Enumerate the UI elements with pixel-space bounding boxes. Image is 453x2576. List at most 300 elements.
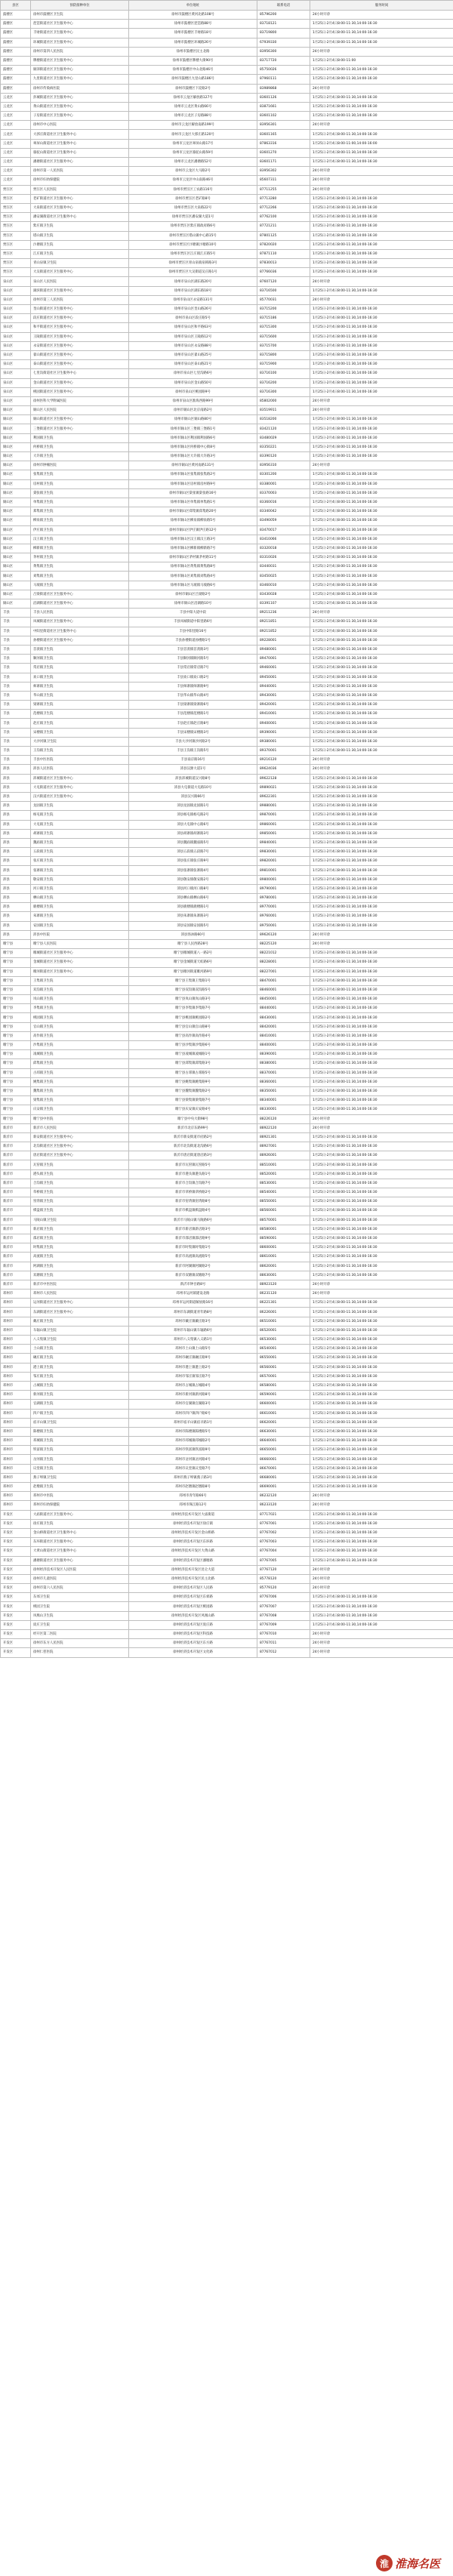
cell-unit: 车辐山镇卫生院 bbox=[31, 1326, 129, 1335]
cell-phone: 83460010 bbox=[257, 581, 310, 590]
table-row bbox=[1, 737, 453, 746]
cell-district: 贾汪区 bbox=[1, 259, 31, 268]
cell-unit: 潘安湖街道社区卫生服务中心 bbox=[31, 213, 129, 222]
cell-district: 邳州市 bbox=[1, 1418, 31, 1427]
cell-phone: 89820001 bbox=[257, 857, 310, 866]
cell-district: 沛县 bbox=[1, 765, 31, 774]
cell-address: 丰县顺河镇顺河路5号 bbox=[129, 655, 257, 664]
cell-address: 沛县杨屯镇杨屯路2号 bbox=[129, 811, 257, 820]
table-row bbox=[1, 599, 453, 609]
cell-unit: 唐店街道社区卫生服务中心 bbox=[31, 1151, 129, 1160]
cell-unit: 五段镇卫生院 bbox=[31, 848, 129, 857]
cell-unit: 潘塘街道社区卫生服务中心 bbox=[31, 158, 129, 167]
cell-phone: 88922120 bbox=[257, 1123, 310, 1132]
cell-address: 徐州市铜山区单集镇单集路1号 bbox=[129, 498, 257, 507]
cell-address: 徐州经济技术开发区桃园路 bbox=[129, 1602, 257, 1611]
cell-phone: 83715900 bbox=[257, 360, 310, 369]
cell-unit: 大屯镇卫生院 bbox=[31, 820, 129, 829]
cell-phone: 87767011 bbox=[257, 1639, 310, 1648]
cell-address: 徐州市云龙区大马路2号 bbox=[129, 167, 257, 176]
table-row bbox=[1, 857, 453, 866]
cell-district: 睢宁县 bbox=[1, 995, 31, 1004]
cell-hours: 1月25日-2月4日8:00-11:30,14:00-16:30 bbox=[310, 985, 453, 994]
cell-unit: 沙集镇卫生院 bbox=[31, 1041, 129, 1050]
cell-address: 徐州市铜山区伊庄镇伊庄路12号 bbox=[129, 525, 257, 535]
cell-district: 邳州市 bbox=[1, 1391, 31, 1400]
cell-unit: 赵庄镇卫生院 bbox=[31, 719, 129, 728]
cell-phone: 87762100 bbox=[257, 213, 310, 222]
cell-phone: 89430001 bbox=[257, 691, 310, 700]
cell-address: 徐州市铜山区汉王镇汉王路3号 bbox=[129, 535, 257, 544]
cell-district: 铜山区 bbox=[1, 498, 31, 507]
cell-hours: 1月25日-2月4日8:00-11:30,14:00-16:30 bbox=[310, 222, 453, 231]
cell-unit: 桃园卫生院 bbox=[31, 1602, 129, 1611]
cell-phone: 87830013 bbox=[257, 259, 310, 268]
cell-address: 邳州市土山镇土山路5号 bbox=[129, 1345, 257, 1354]
table-row bbox=[1, 1197, 453, 1206]
cell-unit: 骆驼山街道社区卫生服务中心 bbox=[31, 148, 129, 157]
cell-hours: 1月25日-2月4日8:00-11:30,14:00-16:30 bbox=[310, 581, 453, 590]
cell-unit: 丰县中医医院 bbox=[31, 756, 129, 765]
cell-district: 丰县 bbox=[1, 636, 31, 645]
cell-phone: 89890021 bbox=[257, 783, 310, 792]
cell-phone: 87767001 bbox=[257, 1519, 310, 1528]
cell-address: 丰县宋楼镇宋楼路3号 bbox=[129, 728, 257, 737]
cell-hours: 1月25日-2月4日8:00-11:30,14:00-16:30 bbox=[310, 829, 453, 838]
cell-hours: 1月25日-2月4日8:00-11:30,14:00-16:30 bbox=[310, 360, 453, 369]
cell-hours: 1月25日-2月4日8:00-11:30,14:00-16:30 bbox=[310, 507, 453, 516]
cell-district: 新沂市 bbox=[1, 1197, 31, 1206]
table-row bbox=[1, 1538, 453, 1547]
table-row bbox=[1, 903, 453, 912]
cell-hours: 1月25日-2月4日8:00-11:30,14:00-16:30 bbox=[310, 884, 453, 893]
table-row bbox=[1, 976, 453, 985]
cell-unit: 徐州市第六人民医院 bbox=[31, 1584, 129, 1593]
table-row bbox=[1, 792, 453, 801]
cell-address: 新沂市钟吾路8号 bbox=[129, 1280, 257, 1289]
table-row bbox=[1, 1326, 453, 1335]
table-row bbox=[1, 590, 453, 599]
table-row bbox=[1, 158, 453, 167]
cell-phone: 85802000 bbox=[257, 396, 310, 405]
cell-hours: 1月25日-2月4日8:00-11:30,14:00-16:30 bbox=[310, 75, 453, 84]
cell-unit: 大庙街道社区卫生服务中心 bbox=[31, 1510, 129, 1519]
cell-address: 新沂市唐店街道唐店路3号 bbox=[129, 1151, 257, 1160]
cell-phone: 89624036 bbox=[257, 765, 310, 774]
cell-unit: 龙固镇卫生院 bbox=[31, 802, 129, 811]
cell-address: 邳州市官湖镇官湖路3号 bbox=[129, 1400, 257, 1409]
cell-address: 徐州市贾汪区老矿路8号 bbox=[129, 194, 257, 203]
table-row bbox=[1, 664, 453, 673]
cell-address: 沛县大屯街道大屯路10号 bbox=[129, 783, 257, 792]
cell-unit: 单集镇卫生院 bbox=[31, 498, 129, 507]
cell-address: 徐州市泉山区金山路50号 bbox=[129, 378, 257, 387]
cell-phone: 83340042 bbox=[257, 507, 310, 516]
cell-district: 泉山区 bbox=[1, 305, 31, 314]
cell-address: 徐州市铜山区茅村镇茅村路11号 bbox=[129, 553, 257, 562]
table-row bbox=[1, 323, 453, 332]
cell-phone: 88350001 bbox=[257, 1086, 310, 1095]
cell-phone: 89410001 bbox=[257, 710, 310, 719]
cell-hours: 1月25日-2月4日8:00-11:30,14:00-16:30 bbox=[310, 1197, 453, 1206]
cell-district: 邳州市 bbox=[1, 1372, 31, 1381]
cell-district: 泉山区 bbox=[1, 314, 31, 323]
cell-unit: 金山桥街道社区卫生服务中心 bbox=[31, 1528, 129, 1537]
cell-district: 铜山区 bbox=[1, 599, 31, 609]
cell-address: 睢宁县睢河街道睢河路9号 bbox=[129, 967, 257, 976]
cell-phone: 88460001 bbox=[257, 985, 310, 994]
cell-address: 徐州市贾汪区青山泉镇泉韩路3号 bbox=[129, 259, 257, 268]
cell-unit: 姚集镇卫生院 bbox=[31, 1077, 129, 1086]
cell-phone: 86660001 bbox=[257, 1455, 310, 1464]
cell-district: 鼓楼区 bbox=[1, 47, 31, 56]
cell-hours: 1月25日-2月4日8:00-11:30,14:00-16:30 bbox=[310, 1446, 453, 1455]
cell-phone: 86690001 bbox=[257, 1483, 310, 1492]
table-row bbox=[1, 1363, 453, 1372]
cell-hours: 24小时开诊 bbox=[310, 461, 453, 470]
cell-unit: 邳城镇卫生院 bbox=[31, 1437, 129, 1446]
cell-phone: 86630001 bbox=[257, 1427, 310, 1436]
cell-unit: 常店镇卫生院 bbox=[31, 664, 129, 673]
cell-phone: 83716500 bbox=[257, 286, 310, 295]
cell-address: 徐州市铜山区黄河南路131号 bbox=[129, 461, 257, 470]
cell-address: 睢宁县金城街道天虹路6号 bbox=[129, 958, 257, 967]
cell-phone: 89228001 bbox=[257, 636, 310, 645]
cell-address: 新沂市阿湖镇阿湖路2号 bbox=[129, 1262, 257, 1271]
cell-unit: 潘塘街道社区卫生服务中心 bbox=[31, 1556, 129, 1565]
table-row bbox=[1, 1050, 453, 1059]
cell-hours: 1月25日-2月4日8:00-11:30,14:00-16:30 bbox=[310, 967, 453, 976]
cell-district: 邳州市 bbox=[1, 1483, 31, 1492]
cell-unit: 翠屏山街道社区卫生服务中心 bbox=[31, 139, 129, 148]
cell-hours: 1月25日-2月4日8:00-11:30,14:00-16:30 bbox=[310, 1068, 453, 1077]
cell-address: 邳州市新河镇新河路8号 bbox=[129, 1391, 257, 1400]
cell-unit: 庆安镇卫生院 bbox=[31, 1105, 129, 1114]
cell-unit: 顺河镇卫生院 bbox=[31, 655, 129, 664]
cell-hours: 1月25日-2月4日8:00-11:30,14:00-16:30 bbox=[310, 1473, 453, 1482]
table-row bbox=[1, 710, 453, 719]
cell-district: 开发区 bbox=[1, 1620, 31, 1629]
table-row bbox=[1, 1041, 453, 1050]
watermark bbox=[376, 2553, 448, 2573]
table-row bbox=[1, 1188, 453, 1197]
cell-unit: 徐州市第三人民医院 bbox=[31, 295, 129, 304]
cell-address: 徐州市铜山区利国镇利国路6号 bbox=[129, 433, 257, 442]
cell-phone: 83430028 bbox=[257, 590, 310, 599]
cell-hours: 1月25日-2月4日8:00-11:30,14:00-16:30 bbox=[310, 1409, 453, 1418]
cell-district: 新沂市 bbox=[1, 1243, 31, 1253]
cell-district: 铜山区 bbox=[1, 590, 31, 599]
table-row bbox=[1, 1059, 453, 1068]
cell-unit: 占城镇卫生院 bbox=[31, 1381, 129, 1390]
cell-unit: 沿湖街道社区卫生服务中心 bbox=[31, 599, 129, 609]
cell-unit: 大沙河镇卫生院 bbox=[31, 737, 129, 746]
table-row bbox=[1, 1271, 453, 1280]
table-row bbox=[1, 1345, 453, 1354]
table-row bbox=[1, 424, 453, 433]
cell-district: 丰县 bbox=[1, 701, 31, 710]
cell-district: 贾汪区 bbox=[1, 194, 31, 203]
cell-district: 邳州市 bbox=[1, 1381, 31, 1390]
cell-address: 丰县范楼镇范楼路1号 bbox=[129, 710, 257, 719]
cell-address: 徐州市泉山区淮海西路99号 bbox=[129, 396, 257, 405]
cell-phone: 83601126 bbox=[257, 93, 310, 102]
cell-hours: 1月25日-2月4日8:00-11:30,14:00-16:30 bbox=[310, 1077, 453, 1086]
cell-address: 徐州经济技术开发区东方路 bbox=[129, 1639, 257, 1648]
cell-address: 邳州市占城镇占城路4号 bbox=[129, 1381, 257, 1390]
cell-address: 徐州市铜山区沿湖路10号 bbox=[129, 599, 257, 609]
cell-phone: 89400001 bbox=[257, 719, 310, 728]
cell-address: 徐州经济技术开发区徐庄镇 bbox=[129, 1519, 257, 1528]
cell-district: 丰县 bbox=[1, 645, 31, 654]
cell-hours: 1月25日-2月4日8:00-11:30,14:00-16:30 bbox=[310, 415, 453, 424]
cell-phone: 83350221 bbox=[257, 442, 310, 451]
table-row bbox=[1, 1565, 453, 1574]
cell-unit: 汉王镇卫生院 bbox=[31, 535, 129, 544]
table-row bbox=[1, 1031, 453, 1040]
cell-hours: 24小时开诊 bbox=[310, 406, 453, 415]
table-row bbox=[1, 84, 453, 93]
cell-address: 徐州市云龙区解放路127号 bbox=[129, 93, 257, 102]
cell-phone: 85770031 bbox=[257, 295, 310, 304]
cell-address: 邳州市戴庄镇戴庄路3号 bbox=[129, 1317, 257, 1326]
cell-district: 云龙区 bbox=[1, 176, 31, 185]
table-row bbox=[1, 1611, 453, 1620]
cell-hours: 1月25日-2月4日8:00-11:30,14:00-16:30 bbox=[310, 995, 453, 1004]
cell-district: 贾汪区 bbox=[1, 203, 31, 212]
cell-unit: 老矿街道社区卫生服务中心 bbox=[31, 194, 129, 203]
cell-hours: 1月25日-2月4日8:00-11:30,14:00-16:30 bbox=[310, 1317, 453, 1326]
cell-hours: 1月25日-2月4日8:00-11:30,14:00-16:30 bbox=[310, 719, 453, 728]
table-row bbox=[1, 488, 453, 498]
cell-unit: 塔山镇卫生院 bbox=[31, 231, 129, 240]
cell-address: 徐州市铜山区铜山路80号 bbox=[129, 415, 257, 424]
cell-unit: 徐州经济技术开发区人民医院 bbox=[31, 1565, 129, 1574]
cell-district: 新沂市 bbox=[1, 1216, 31, 1225]
cell-address: 睢宁县沙集镇沙集路6号 bbox=[129, 1041, 257, 1050]
cell-address: 徐州市铜山区黄集镇黄集路8号 bbox=[129, 562, 257, 572]
cell-address: 睢宁县官山镇官山路8号 bbox=[129, 1022, 257, 1031]
cell-unit: 丰县人民医院 bbox=[31, 609, 129, 618]
cell-hours: 1月25日-2月4日8:00-11:30,14:00-16:30 bbox=[310, 498, 453, 507]
cell-hours: 24小时开诊 bbox=[310, 1123, 453, 1132]
cell-district: 邳州市 bbox=[1, 1400, 31, 1409]
cell-unit: 阿湖镇卫生院 bbox=[31, 1262, 129, 1271]
cell-hours: 1月25日-2月4日8:00-11:30,14:00-16:30 bbox=[310, 1169, 453, 1179]
cell-unit: 七里沟街道社区卫生服务中心 bbox=[31, 369, 129, 378]
cell-unit: 大黄山街道社区卫生服务中心 bbox=[31, 1547, 129, 1556]
cell-address: 徐州市云龙区解放南路199号 bbox=[129, 121, 257, 130]
cell-address: 新沂市双塘镇双塘路7号 bbox=[129, 1271, 257, 1280]
cell-unit: 铁富镇卫生院 bbox=[31, 1446, 129, 1455]
cell-address: 徐州市鼓楼区环城路26号 bbox=[129, 38, 257, 47]
cell-address: 沛县汉源大道1号 bbox=[129, 765, 257, 774]
table-row bbox=[1, 645, 453, 654]
table-row bbox=[1, 1464, 453, 1473]
cell-phone: 89211852 bbox=[257, 627, 310, 636]
cell-hours: 1月25日-2月4日8:00-11:30,14:00-16:30 bbox=[310, 1391, 453, 1400]
cell-phone: 86620001 bbox=[257, 1418, 310, 1427]
cell-hours: 1月25日-2月4日8:00-11:30,14:00-16:30 bbox=[310, 1593, 453, 1602]
cell-district: 沛县 bbox=[1, 866, 31, 875]
cell-district: 云龙区 bbox=[1, 102, 31, 111]
cell-district: 贾汪区 bbox=[1, 185, 31, 194]
cell-unit: 金山街道社区卫生服务中心 bbox=[31, 378, 129, 387]
cell-phone: 87767006 bbox=[257, 1593, 310, 1602]
cell-address: 徐州市贾汪区大泉路22号 bbox=[129, 203, 257, 212]
cell-hours: 1月25日-2月4日8:00-11:30,14:00-16:30 bbox=[310, 747, 453, 756]
cell-address: 丰县大沙河镇沙河路2号 bbox=[129, 737, 257, 746]
cell-hours: 1月25日-2月4日8:00-11:30,14:00-16:30 bbox=[310, 958, 453, 967]
cell-phone: 83715800 bbox=[257, 350, 310, 359]
cell-address: 徐州市泉山区泰山路21号 bbox=[129, 360, 257, 369]
cell-unit: 岔河镇卫生院 bbox=[31, 1455, 129, 1464]
cell-hours: 1月25日-2月4日8:00-11:30,14:00-16:30 bbox=[310, 737, 453, 746]
cell-address: 丰县华山镇华山路4号 bbox=[129, 691, 257, 700]
cell-address: 徐州经济技术开发区东郊路 bbox=[129, 1593, 257, 1602]
cell-unit: 铜山街道社区卫生服务中心 bbox=[31, 415, 129, 424]
table-row bbox=[1, 249, 453, 258]
cell-hours: 24小时开诊 bbox=[310, 1114, 453, 1123]
cell-address: 沛县河口镇河口路8号 bbox=[129, 884, 257, 893]
cell-hours: 1月25日-2月4日8:00-11:30,14:00-16:30 bbox=[310, 424, 453, 433]
cell-address: 徐州市贾汪区江庄镇江庄路5号 bbox=[129, 249, 257, 258]
cell-district: 铜山区 bbox=[1, 415, 31, 424]
table-row bbox=[1, 1437, 453, 1446]
cell-hours: 1月25日-2月4日8:00-11:30,14:00-16:30 bbox=[310, 323, 453, 332]
cell-district: 铜山区 bbox=[1, 424, 31, 433]
cell-hours: 1月25日-2月4日8:00-11:30,14:00-16:30 bbox=[310, 305, 453, 314]
table-row bbox=[1, 507, 453, 516]
cell-address: 新沂市邵店镇邵店路9号 bbox=[129, 1234, 257, 1243]
table-row bbox=[1, 765, 453, 774]
table-row bbox=[1, 1336, 453, 1345]
table-row bbox=[1, 958, 453, 967]
cell-unit: 徐州市妇幼保健院 bbox=[31, 176, 129, 185]
table-row bbox=[1, 415, 453, 424]
cell-unit: 贾汪区人民医院 bbox=[31, 185, 129, 194]
cell-district: 泉山区 bbox=[1, 277, 31, 286]
cell-phone: 85796200 bbox=[257, 11, 310, 20]
cell-phone: 83519911 bbox=[257, 406, 310, 415]
cell-phone: 83601270 bbox=[257, 148, 310, 157]
cell-hours: 1月25日-2月4日8:00-11:30,14:00-16:30 bbox=[310, 20, 453, 29]
table-row bbox=[1, 231, 453, 240]
table-row bbox=[1, 1446, 453, 1455]
cell-phone: 83956310 bbox=[257, 461, 310, 470]
cell-hours: 24小时开诊 bbox=[310, 295, 453, 304]
cell-unit: 徐州仁慈医院 bbox=[31, 1648, 129, 1657]
cell-phone: 83715700 bbox=[257, 341, 310, 350]
cell-hours: 1月25日-2月4日8:00-11:30,14:00-16:30 bbox=[310, 544, 453, 553]
cell-district: 睢宁县 bbox=[1, 1022, 31, 1031]
cell-address: 睢宁县中央大街98号 bbox=[129, 1114, 257, 1123]
cell-district: 开发区 bbox=[1, 1528, 31, 1537]
cell-hours: 1月25日-2月4日8:00-11:30,14:00-16:30 bbox=[310, 369, 453, 378]
cell-hours: 1月25日-2月4日8:00-11:30,14:00-16:30 bbox=[310, 590, 453, 599]
cell-hours: 24小时开诊 bbox=[310, 1565, 453, 1574]
cell-phone: 89790001 bbox=[257, 884, 310, 893]
cell-unit: 泰山街道社区卫生服务中心 bbox=[31, 360, 129, 369]
cell-hours: 24小时开诊 bbox=[310, 1280, 453, 1289]
cell-phone: 89470001 bbox=[257, 655, 310, 664]
cell-phone: 83480029 bbox=[257, 433, 310, 442]
table-row bbox=[1, 222, 453, 231]
table-row bbox=[1, 802, 453, 811]
cell-hours: 1月25日-2月4日8:00-11:30,14:00-16:30 bbox=[310, 1308, 453, 1317]
cell-phone: 88470001 bbox=[257, 976, 310, 985]
table-row bbox=[1, 848, 453, 857]
cell-hours: 1月25日-2月4日8:00-11:30,14:00-16:30 bbox=[310, 599, 453, 609]
cell-unit: 新安街道社区卫生服务中心 bbox=[31, 1132, 129, 1142]
cell-unit: 棋盘镇卫生院 bbox=[31, 1206, 129, 1216]
cell-hours: 1月25日-2月4日8:00-11:30,14:00-16:30 bbox=[310, 1381, 453, 1390]
table-row bbox=[1, 442, 453, 451]
cell-phone: 83718121 bbox=[257, 20, 310, 29]
cell-district: 新沂市 bbox=[1, 1225, 31, 1234]
cell-unit: 铜沛街道社区卫生服务中心 bbox=[31, 66, 129, 75]
cell-hours: 1月25日-2月4日8:00-11:30,14:00-16:30 bbox=[310, 259, 453, 268]
cell-phone: 86580001 bbox=[257, 1381, 310, 1390]
cell-hours: 1月25日-2月4日8:00-11:30,14:00-16:30 bbox=[310, 664, 453, 673]
cell-phone: 88520001 bbox=[257, 1169, 310, 1179]
table-row bbox=[1, 1225, 453, 1234]
cell-hours: 1月25日-2月4日8:00-11:30,14:00-16:30 bbox=[310, 470, 453, 479]
cell-address: 邳州市燕子埠镇燕子路3号 bbox=[129, 1473, 257, 1482]
table-row bbox=[1, 1253, 453, 1262]
cell-hours: 1月25日-2月4日8:00-11:30,14:00-16:30 bbox=[310, 820, 453, 829]
cell-address: 邳州市陈楼镇陈楼路5号 bbox=[129, 1427, 257, 1436]
cell-district: 邳州市 bbox=[1, 1317, 31, 1326]
cell-unit: 泉山区人民医院 bbox=[31, 277, 129, 286]
table-row bbox=[1, 1427, 453, 1436]
cell-unit: 大泉街道社区卫生服务中心 bbox=[31, 203, 129, 212]
cell-address: 徐州经济技术开发区东环路 bbox=[129, 1538, 257, 1547]
cell-unit: 大屯街道社区卫生服务中心 bbox=[31, 783, 129, 792]
cell-phone: 83956300 bbox=[257, 47, 310, 56]
table-row bbox=[1, 894, 453, 903]
cell-address: 沛县栖山镇栖山路6号 bbox=[129, 894, 257, 903]
cell-hours: 1月25日-2月4日8:00-11:30,14:00-16:30 bbox=[310, 553, 453, 562]
cell-hours: 1月25日-2月4日8:00-11:30,14:00-16:30 bbox=[310, 1510, 453, 1519]
cell-hours: 1月25日-2月4日8:00-11:30,14:00-16:30 bbox=[310, 903, 453, 912]
cell-district: 新沂市 bbox=[1, 1179, 31, 1188]
cell-address: 邳州市碾庄镇碾庄路9号 bbox=[129, 1354, 257, 1363]
cell-address: 睢宁县岚山镇岚山路3号 bbox=[129, 995, 257, 1004]
cell-phone: 88390001 bbox=[257, 1050, 310, 1059]
cell-address: 徐州市鼓楼区九里山路186号 bbox=[129, 75, 257, 84]
cell-phone: 87767005 bbox=[257, 1556, 310, 1565]
table-row bbox=[1, 1483, 453, 1492]
cell-district: 丰县 bbox=[1, 747, 31, 756]
cell-unit: 戴庄镇卫生院 bbox=[31, 1317, 129, 1326]
cell-hours: 24小时开诊 bbox=[310, 396, 453, 405]
table-row bbox=[1, 1142, 453, 1151]
cell-unit: 徐州市东方人民医院 bbox=[31, 1639, 129, 1648]
cell-unit: 大郭庄街道社区卫生服务中心 bbox=[31, 130, 129, 139]
cell-hours: 1月25日-2月4日8:00-11:30,14:00-16:30 bbox=[310, 268, 453, 277]
cell-district: 沛县 bbox=[1, 802, 31, 811]
cell-unit: 魏集镇卫生院 bbox=[31, 1086, 129, 1095]
cell-unit: 邱集镇卫生院 bbox=[31, 1059, 129, 1068]
table-row bbox=[1, 884, 453, 893]
cell-district: 沛县 bbox=[1, 820, 31, 829]
cell-district: 邳州市 bbox=[1, 1464, 31, 1473]
cell-district: 沛县 bbox=[1, 848, 31, 857]
cell-unit: 新河镇卫生院 bbox=[31, 1391, 129, 1400]
cell-district: 睢宁县 bbox=[1, 1041, 31, 1050]
cell-unit: 欢口镇卫生院 bbox=[31, 673, 129, 682]
